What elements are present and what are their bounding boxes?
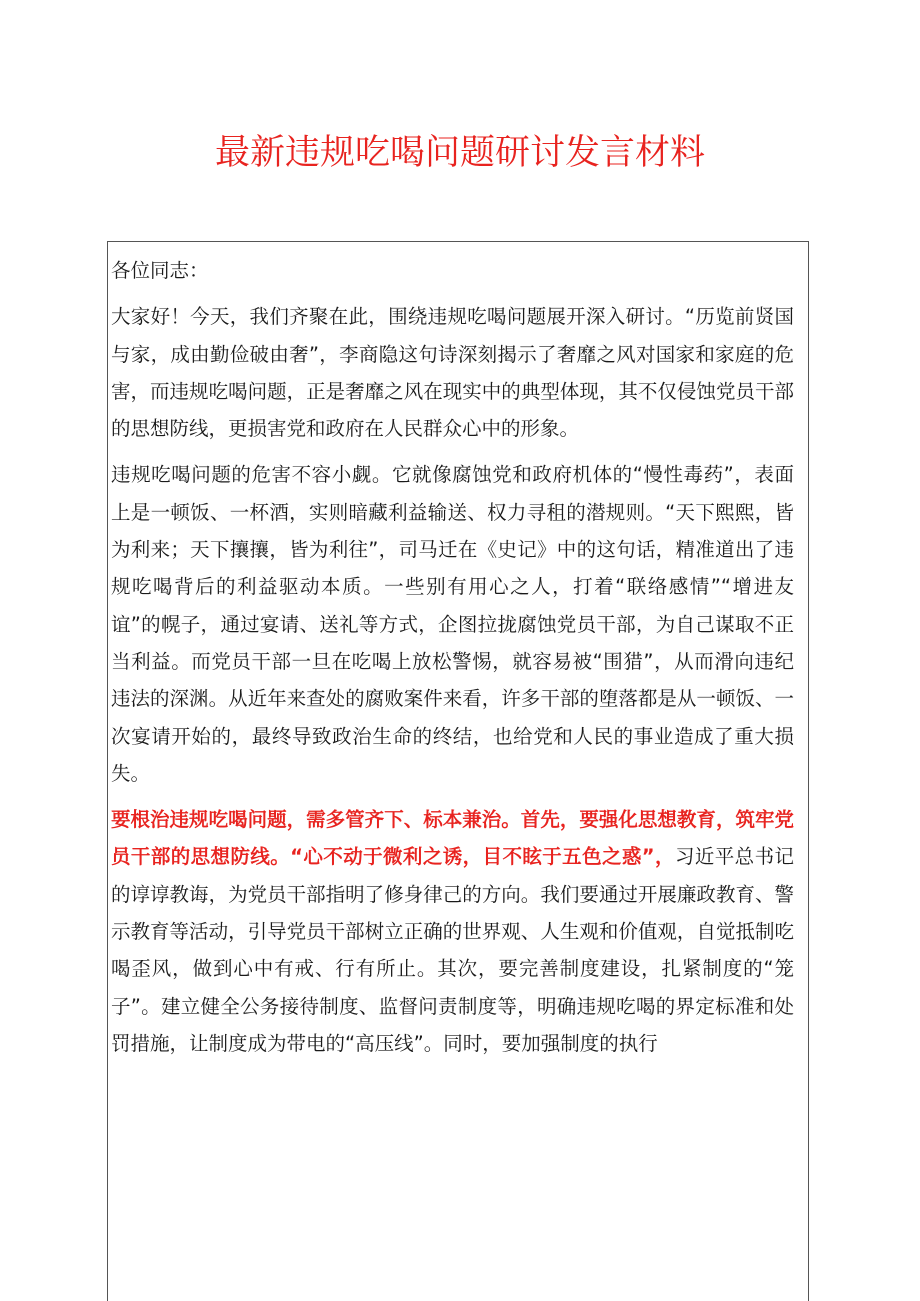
- paragraph-solution: [111, 801, 794, 1062]
- paragraph-solution-rest: 习近平总书记的谆谆教诲，为党员干部指明了修身律己的方向。我们要通过开展廉政教育、警示教育等活动，引导党员干部树立正确的世界观、人生观和价值观，自觉抵制吃喝歪风，做到心中有戒、行有所止。其次，要完善制度建设，扎紧制度的“笼子”。建立健全公务接待制度、监督问责制度等，明确违规吃喝的界定标准和处罚措施，让制度成为带电的“高压线”。同时，要加强制度的执行: [111, 845, 794, 1055]
- paragraph-intro: 大家好！今天，我们齐聚在此，围绕违规吃喝问题展开深入研讨。“历览前贤国与家，成由勤俭破由奢”，李商隐这句诗深刻揭示了奢靡之风对国家和家庭的危害，而违规吃喝问题，正是奢靡之风在现实中的典型体现，其不仅侵蚀党员干部的思想防线，更损害党和政府在人民群众心中的形象。: [111, 305, 794, 441]
- greeting: 各位同志：: [111, 259, 209, 282]
- page-title: 最新违规吃喝问题研讨发言材料: [214, 133, 705, 173]
- document-body: [108, 242, 808, 1062]
- paragraph-harm: 违规吃喝问题的危害不容小觑。它就像腐蚀党和政府机体的“慢性毒药”，表面上是一顿饭、一杯酒，实则暗藏利益输送、权力寻租的潜规则。“天下熙熙，皆为利来；天下攘攘，皆为利往”，司马迁在《史记》中的这句话，精准道出了违规吃喝背后的利益驱动本质。一些别有用心之人，打着“联络感情”“增进友谊”的幌子，通过宴请、送礼等方式，企图拉拢腐蚀党员干部，为自己谋取不正当利益。而党员干部一旦在吃喝上放松警惕，就容易被“围猎”，从而滑向违纪违法的深渊。从近年来查处的腐败案件来看，许多干部的堕落都是从一顿饭、一次宴请开始的，最终导致政治生命的终结，也给党和人民的事业造成了重大损失。: [111, 463, 794, 785]
- content-box: [107, 241, 809, 1301]
- highlight-text: 要根治违规吃喝问题，需多管齐下、标本兼治。首先，要强化思想教育，筑牢党员干部的思想防线。“心不动于微利之诱，目不眩于五色之惑”，: [111, 808, 794, 869]
